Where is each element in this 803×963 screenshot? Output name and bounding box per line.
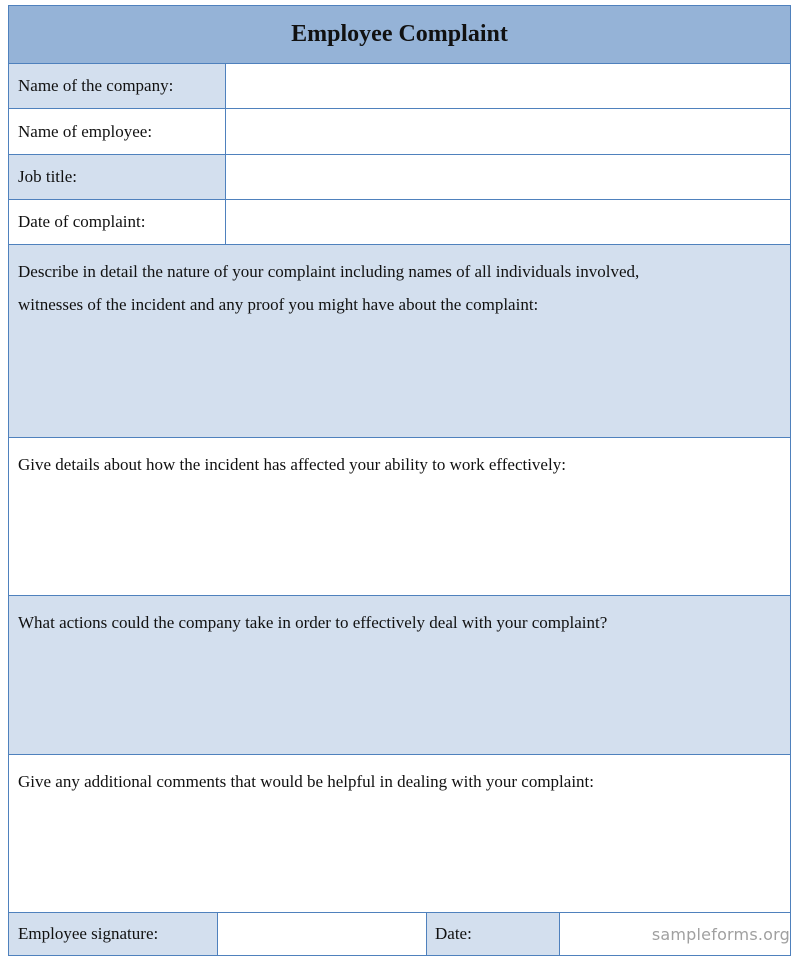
employee-label: Name of employee: [9,109,226,154]
complaint-date-label: Date of complaint: [9,200,226,244]
watermark: sampleforms.org [651,925,790,944]
complaint-date-row [9,199,790,244]
nature-textarea[interactable] [9,323,790,437]
job-title-label: Job title: [9,155,226,199]
signature-label: Employee signature: [9,913,218,955]
actions-prompt: What actions could the company take in order to effectively deal with your complaint? [18,613,608,632]
impact-section [9,437,790,595]
nature-prompt-line1: Describe in detail the nature of your complaint including names of all individuals involved, [18,262,640,281]
job-title-input[interactable] [226,155,790,199]
comments-prompt: Give any additional comments that would be helpful in dealing with your complaint: [18,772,594,791]
nature-prompt-line2: witnesses of the incident and any proof you might have about the complaint: [18,295,539,314]
complaint-date-field-cell [226,200,790,244]
date-label: Date: [427,913,560,955]
complaint-date-input[interactable] [226,200,790,244]
comments-textarea[interactable] [9,800,790,912]
employee-name-input[interactable] [226,109,790,154]
signature-field-cell [218,913,427,955]
company-name-input[interactable] [226,64,790,108]
form-header [9,6,790,63]
job-title-row [9,154,790,199]
form-title: Employee Complaint [291,21,508,47]
employee-row [9,108,790,154]
impact-prompt: Give details about how the incident has affected your ability to work effectively: [18,455,566,474]
nature-prompt [9,245,790,321]
company-row [9,63,790,108]
complaint-form [8,5,791,956]
job-title-field-cell [226,155,790,199]
company-label: Name of the company: [9,64,226,108]
nature-section [9,244,790,437]
actions-section [9,595,790,754]
signature-input[interactable] [218,913,426,955]
impact-textarea[interactable] [9,483,790,595]
actions-textarea[interactable] [9,641,790,754]
company-field-cell [226,64,790,108]
employee-field-cell [226,109,790,154]
comments-section [9,754,790,912]
